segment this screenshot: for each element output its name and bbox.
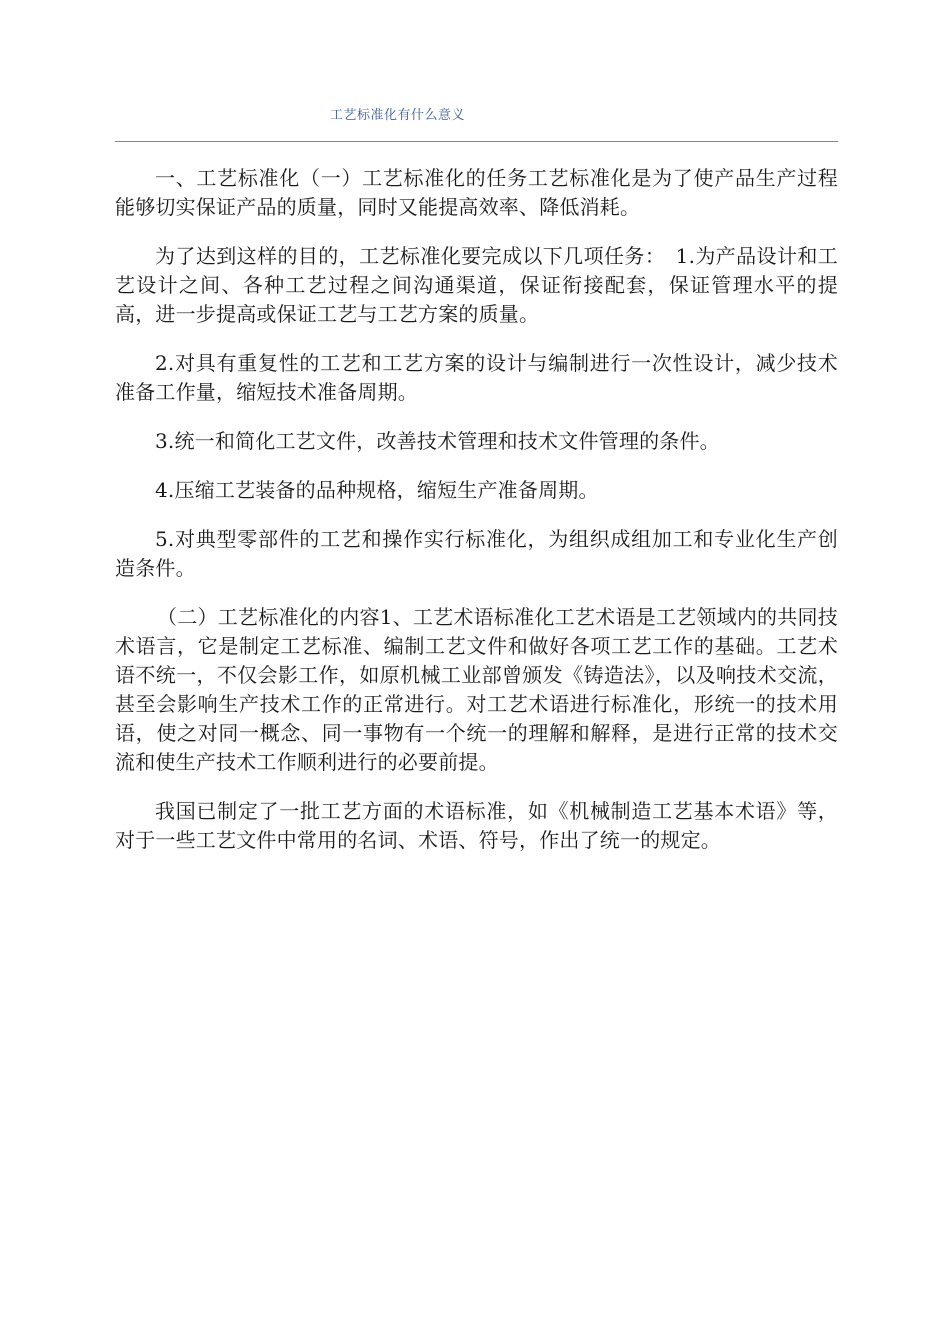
paragraph-4: 3.统一和简化工艺文件，改善技术管理和技术文件管理的条件。 — [155, 429, 720, 453]
page-header — [115, 0, 838, 143]
paragraph-1: 一、工艺标准化（一）工艺标准化的任务工艺标准化是为了使产品生产过程能够切实保证产品的质量，同时又能提高效率、降低消耗。 — [115, 166, 838, 219]
paragraph-7: （二）工艺标准化的内容1、工艺术语标准化工艺术语是工艺领域内的共同技术语言，它是制定工艺标准、编制工艺文件和做好各项工艺工作的基础。工艺术语不统一，不仅会影工作，如原机械工业部曾颁发《铸造法》，以及响技术交流，甚至会影响生产技术工作的正常进行。对工艺术语进行标准化，形统一的技术用语，使之对同一概念、同一事物有一个统一的理解和解释，是进行正常的技术交流和使生产技术工作顺利进行的必要前提。 — [115, 605, 838, 774]
paragraph-5: 4.压缩工艺装备的品种规格，缩短生产准备周期。 — [155, 478, 599, 502]
paragraph-8: 我国已制定了一批工艺方面的术语标准，如《机械制造工艺基本术语》等，对于一些工艺文件中常用的名词、术语、符号，作出了统一的规定。 — [115, 799, 838, 852]
paragraph-6: 5.对典型零部件的工艺和操作实行标准化，为组织成组加工和专业化生产创造条件。 — [115, 527, 838, 580]
document-body — [115, 164, 838, 875]
paragraph-2: 为了达到这样的目的，工艺标准化要完成以下几项任务： 1.为产品设计和工艺设计之间、各种工艺过程之间沟通渠道，保证衔接配套，保证管理水平的提高，进一步提高或保证工艺与工艺方案的质量。 — [115, 244, 838, 326]
header-title: 工艺标准化有什么意义 — [330, 108, 466, 123]
paragraph-3: 2.对具有重复性的工艺和工艺方案的设计与编制进行一次性设计，减少技术准备工作量，缩短技术准备周期。 — [115, 351, 838, 404]
header-divider — [115, 141, 838, 142]
